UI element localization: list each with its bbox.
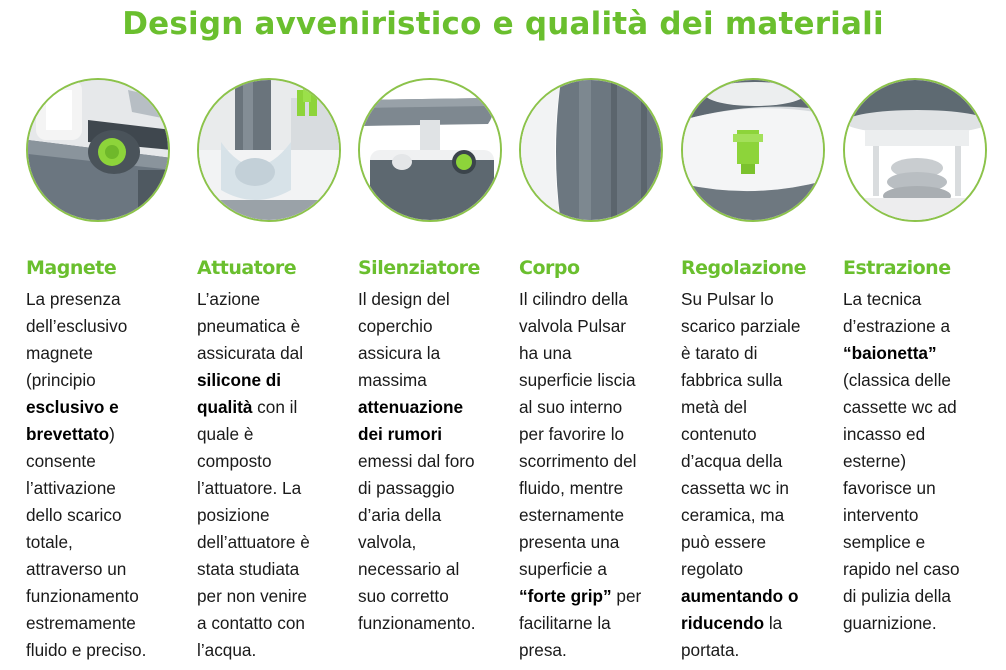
- description-line: [681, 475, 841, 502]
- text-segment: l’acqua.: [197, 640, 257, 660]
- text-segment: dell’esclusivo: [26, 316, 128, 336]
- text-segment: (classica delle: [843, 370, 951, 390]
- text-segment: fabbrica sulla: [681, 370, 783, 390]
- text-segment: per: [611, 586, 642, 606]
- description-line: [681, 394, 841, 421]
- description-line: [26, 610, 186, 637]
- description-line: [843, 502, 1003, 529]
- description-line: [519, 394, 679, 421]
- description-line: [681, 313, 841, 340]
- text-segment: magnete: [26, 343, 93, 363]
- text-segment: Il design del: [358, 289, 450, 309]
- description-line: [681, 448, 841, 475]
- text-segment: coperchio: [358, 316, 433, 336]
- description-line: [519, 475, 679, 502]
- text-segment: per non venire: [197, 586, 307, 606]
- description-line: [519, 502, 679, 529]
- text-segment: portata.: [681, 640, 740, 660]
- text-segment: ha una: [519, 343, 572, 363]
- text-segment: scarico parziale: [681, 316, 801, 336]
- feature-heading: Regolazione: [681, 257, 807, 279]
- description-line: [197, 529, 357, 556]
- text-segment: Su Pulsar lo: [681, 289, 774, 309]
- text-segment: Il cilindro della: [519, 289, 628, 309]
- description-line: [358, 340, 518, 367]
- description-line: [519, 367, 679, 394]
- feature-description: [681, 286, 841, 664]
- text-segment: di pulizia della: [843, 586, 951, 606]
- emphasis-text: attenuazione: [358, 397, 464, 417]
- description-line: [843, 340, 1003, 367]
- description-line: [681, 556, 841, 583]
- description-line: [358, 610, 518, 637]
- text-segment: d’acqua della: [681, 451, 783, 471]
- feature-description: [358, 286, 518, 637]
- text-segment: la: [764, 613, 783, 633]
- emphasis-text: qualità: [197, 397, 253, 417]
- description-line: [843, 556, 1003, 583]
- feature-heading: Magnete: [26, 257, 117, 279]
- body-image: [519, 78, 663, 222]
- text-segment: l’attuatore. La: [197, 478, 302, 498]
- magnet-image: [26, 78, 170, 222]
- description-line: [519, 448, 679, 475]
- feature-description: [519, 286, 679, 664]
- description-line: [681, 502, 841, 529]
- description-line: [26, 502, 186, 529]
- text-segment: assicurata dal: [197, 343, 304, 363]
- description-line: [843, 313, 1003, 340]
- text-segment: fluido, mentre: [519, 478, 624, 498]
- description-line: [519, 421, 679, 448]
- text-segment: fluido e preciso.: [26, 640, 147, 660]
- description-line: [197, 421, 357, 448]
- description-line: [681, 340, 841, 367]
- text-segment: totale,: [26, 532, 73, 552]
- description-line: [358, 286, 518, 313]
- description-line: [358, 556, 518, 583]
- text-segment: presa.: [519, 640, 567, 660]
- text-segment: valvola,: [358, 532, 417, 552]
- description-line: [26, 583, 186, 610]
- description-line: [197, 556, 357, 583]
- extraction-image: [843, 78, 987, 222]
- description-line: [843, 529, 1003, 556]
- text-segment: cassetta wc in: [681, 478, 789, 498]
- description-line: [519, 583, 679, 610]
- text-segment: a contatto con: [197, 613, 305, 633]
- text-segment: scorrimento del: [519, 451, 637, 471]
- text-segment: La tecnica: [843, 289, 922, 309]
- description-line: [843, 286, 1003, 313]
- text-segment: cassette wc ad: [843, 397, 957, 417]
- text-segment: esternamente: [519, 505, 625, 525]
- text-segment: facilitarne la: [519, 613, 611, 633]
- description-line: [843, 475, 1003, 502]
- text-segment: metà del: [681, 397, 747, 417]
- text-segment: pneumatica è: [197, 316, 301, 336]
- description-line: [26, 340, 186, 367]
- text-segment: contenuto: [681, 424, 757, 444]
- emphasis-text: riducendo: [681, 613, 765, 633]
- feature-heading: Silenziatore: [358, 257, 480, 279]
- description-line: [358, 313, 518, 340]
- text-segment: incasso ed: [843, 424, 926, 444]
- text-segment: quale è: [197, 424, 254, 444]
- description-line: [26, 367, 186, 394]
- description-line: [519, 556, 679, 583]
- silencer-image: [358, 78, 502, 222]
- description-line: [681, 529, 841, 556]
- description-line: [358, 421, 518, 448]
- description-line: [519, 529, 679, 556]
- description-line: [197, 448, 357, 475]
- description-line: [843, 367, 1003, 394]
- text-segment: favorisce un: [843, 478, 936, 498]
- text-segment: dell’attuatore è: [197, 532, 310, 552]
- feature-heading: Attuatore: [197, 257, 297, 279]
- description-line: [26, 448, 186, 475]
- text-segment: ): [109, 424, 115, 444]
- text-segment: l’attivazione: [26, 478, 116, 498]
- text-segment: può essere: [681, 532, 767, 552]
- description-line: [843, 448, 1003, 475]
- emphasis-text: “baionetta”: [843, 343, 937, 363]
- emphasis-text: “forte grip”: [519, 586, 612, 606]
- text-segment: superficie a: [519, 559, 607, 579]
- emphasis-text: esclusivo e: [26, 397, 119, 417]
- description-line: [358, 394, 518, 421]
- text-segment: rapido nel caso: [843, 559, 960, 579]
- description-line: [197, 502, 357, 529]
- description-line: [197, 340, 357, 367]
- actuator-image: [197, 78, 341, 222]
- text-segment: presenta una: [519, 532, 620, 552]
- description-line: [358, 448, 518, 475]
- feature-description: [26, 286, 186, 664]
- description-line: [519, 637, 679, 664]
- emphasis-text: dei rumori: [358, 424, 443, 444]
- description-line: [843, 610, 1003, 637]
- description-line: [197, 313, 357, 340]
- text-segment: composto: [197, 451, 272, 471]
- description-line: [26, 421, 186, 448]
- description-line: [681, 637, 841, 664]
- text-segment: per favorire lo: [519, 424, 625, 444]
- description-line: [197, 475, 357, 502]
- description-line: [519, 340, 679, 367]
- text-segment: funzionamento: [26, 586, 139, 606]
- description-line: [358, 367, 518, 394]
- text-segment: superficie liscia: [519, 370, 636, 390]
- text-segment: ceramica, ma: [681, 505, 785, 525]
- description-line: [519, 313, 679, 340]
- feature-heading: Corpo: [519, 257, 580, 279]
- text-segment: emessi dal foro: [358, 451, 475, 471]
- description-line: [197, 637, 357, 664]
- description-line: [519, 610, 679, 637]
- description-line: [26, 313, 186, 340]
- text-segment: dello scarico: [26, 505, 122, 525]
- description-line: [681, 583, 841, 610]
- description-line: [197, 286, 357, 313]
- description-line: [681, 286, 841, 313]
- text-segment: La presenza: [26, 289, 121, 309]
- emphasis-text: silicone di: [197, 370, 282, 390]
- text-segment: con il: [252, 397, 298, 417]
- description-line: [519, 286, 679, 313]
- description-line: [681, 421, 841, 448]
- description-line: [26, 394, 186, 421]
- description-line: [26, 556, 186, 583]
- text-segment: al suo interno: [519, 397, 623, 417]
- text-segment: suo corretto: [358, 586, 449, 606]
- description-line: [197, 367, 357, 394]
- description-line: [358, 502, 518, 529]
- text-segment: d’aria della: [358, 505, 442, 525]
- text-segment: regolato: [681, 559, 744, 579]
- text-segment: assicura la: [358, 343, 441, 363]
- page-title: Design avveniristico e qualità dei materiali: [122, 6, 884, 42]
- text-segment: valvola Pulsar: [519, 316, 626, 336]
- emphasis-text: aumentando o: [681, 586, 799, 606]
- description-line: [843, 394, 1003, 421]
- description-line: [358, 583, 518, 610]
- description-line: [26, 286, 186, 313]
- feature-heading: Estrazione: [843, 257, 951, 279]
- emphasis-text: brevettato: [26, 424, 110, 444]
- text-segment: massima: [358, 370, 427, 390]
- text-segment: estremamente: [26, 613, 136, 633]
- description-line: [843, 421, 1003, 448]
- description-line: [843, 583, 1003, 610]
- text-segment: consente: [26, 451, 96, 471]
- description-line: [358, 475, 518, 502]
- text-segment: è tarato di: [681, 343, 758, 363]
- regulation-image: [681, 78, 825, 222]
- text-segment: semplice e: [843, 532, 926, 552]
- description-line: [681, 610, 841, 637]
- text-segment: necessario al: [358, 559, 460, 579]
- text-segment: (principio: [26, 370, 96, 390]
- description-line: [197, 394, 357, 421]
- feature-description: [197, 286, 357, 664]
- text-segment: L’azione: [197, 289, 261, 309]
- text-segment: funzionamento.: [358, 613, 476, 633]
- description-line: [26, 637, 186, 664]
- description-line: [26, 529, 186, 556]
- description-line: [197, 583, 357, 610]
- text-segment: intervento: [843, 505, 919, 525]
- text-segment: di passaggio: [358, 478, 455, 498]
- description-line: [26, 475, 186, 502]
- description-line: [197, 610, 357, 637]
- text-segment: d’estrazione a: [843, 316, 951, 336]
- text-segment: esterne): [843, 451, 907, 471]
- description-line: [358, 529, 518, 556]
- feature-description: [843, 286, 1003, 637]
- text-segment: posizione: [197, 505, 270, 525]
- description-line: [681, 367, 841, 394]
- text-segment: guarnizione.: [843, 613, 937, 633]
- text-segment: stata studiata: [197, 559, 300, 579]
- text-segment: attraverso un: [26, 559, 127, 579]
